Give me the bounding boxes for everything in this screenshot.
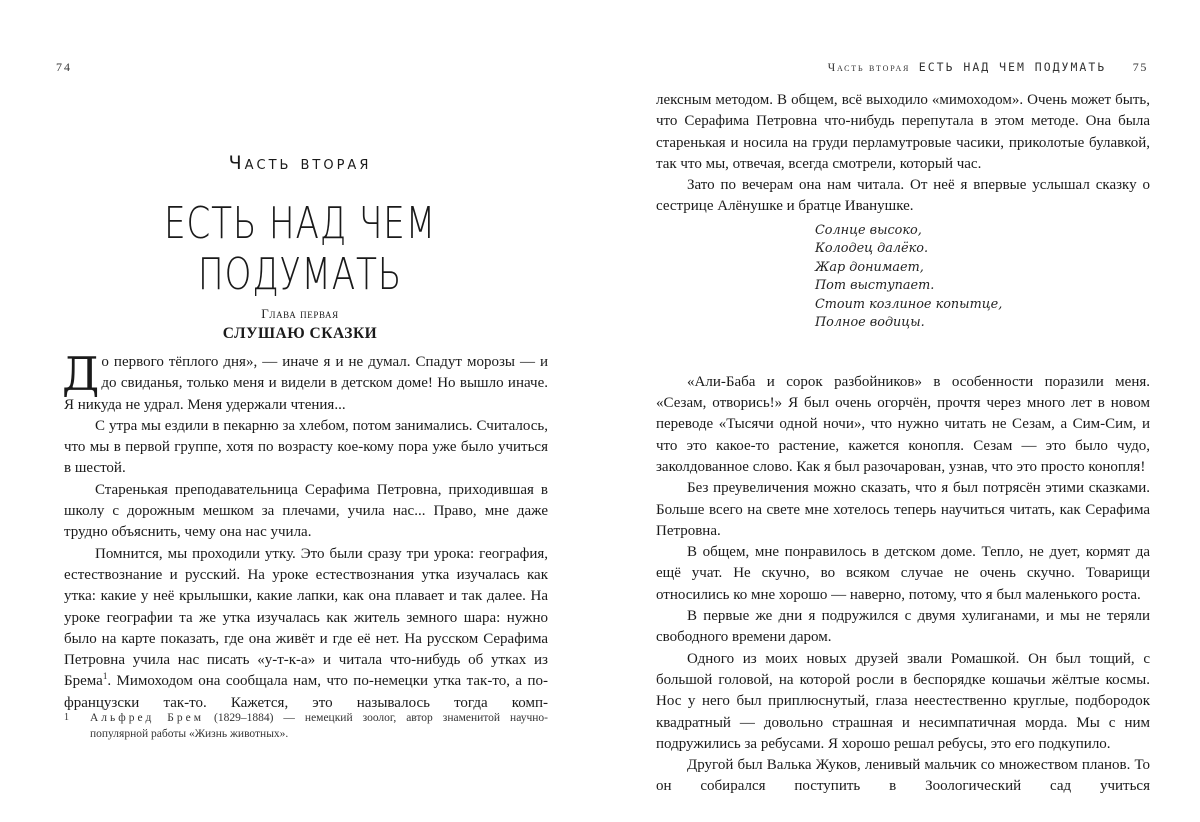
footnote-reference[interactable]: 1 bbox=[102, 671, 108, 682]
paragraph: Помнится, мы проходили утку. Это были сразу три урока: география, естествознание и русский. На уроке естествознания утка изучалась как утка: какие у неё крылышки, какие лапки, как она плавает и так далее. На уроке географии та же утка изучалась как житель земного шара: нужно было на карте показать, где она живёт и где её нет. На русском Серафима Петровна учила нас писать «у-т-к-а» и читала что-нибудь об утках из Брема$^1$. Мимоходом она сообщала нам, что по-немецки утка так-то, а по-французски так-то. Кажется, это называлось тогда комп- bbox=[64, 545, 548, 711]
paragraph: С утра мы ездили в пекарню за хлебом, потом занимались. Считалось, что мы в первой группе, хотя по возрасту кое-кому пора уже было учиться в шестой. bbox=[64, 417, 548, 477]
right-body-text bbox=[656, 90, 1150, 798]
paragraph: Старенькая преподавательница Серафима Петровна, приходившая в школу с дорожным мешком за плечами, учила нас... Право, мне даже трудно объяснить, чему она нас учила. bbox=[64, 481, 548, 541]
poem-line: Солнце высоко, bbox=[815, 223, 922, 238]
footnote-text: Альфред Брем (1829–1884) — немецкий зоолог, автор знаменитой научно-популярной работы «Жизнь животных». bbox=[90, 712, 549, 740]
poem-line: Полное водицы. bbox=[815, 315, 925, 331]
paragraph: До первого тёплого дня», — иначе я и не думал. Спадут морозы — и до свиданья, только меня и видели в детском доме! Но вышло иначе. Я никуда не удрал. Меня удержали чтения... bbox=[62, 347, 548, 413]
drop-cap: Д bbox=[62, 347, 100, 401]
footnote bbox=[64, 710, 548, 742]
poem-line: Стоит козлиное копытце, bbox=[815, 296, 1003, 312]
footnote-mark: 1 bbox=[64, 712, 69, 723]
chapter-title: СЛУШАЮ СКАЗКИ bbox=[222, 325, 378, 342]
paragraph: Другой был Валька Жуков, ленивый мальчик со множеством планов. То он собирался поступить в Зоологический сад учиться bbox=[656, 757, 1150, 795]
paragraph: Зато по вечерам она нам читала. От неё я впервые услышал сказку о сестрице Алёнушке и братце Иванушке. bbox=[656, 177, 1150, 215]
poem-line: Колодец далёко. bbox=[815, 241, 929, 257]
paragraph: В первые же дни я подружился с двумя хулиганами, и мы не теряли свободного времени даром. bbox=[656, 608, 1150, 646]
paragraph: Одного из моих новых друзей звали Ромашкой. Он был тощий, с большой головой, на которой росли в беспорядке кошачьи жёлтые космы. Нос у него был приплюснутый, глаза неестественно круглые, подбородок квадратный — довольно страшная и несимпатичная морда. Мы с ним подружились за ребусами. Я хорошо решал ребусы, это его подкупило. bbox=[656, 650, 1150, 752]
chapter-label: Глава первая bbox=[261, 306, 339, 321]
running-head-title: ЕСТЬ НАД ЧЕМ ПОДУМАТЬ bbox=[918, 60, 1107, 74]
running-head bbox=[828, 60, 1148, 75]
page-number-left: 74 bbox=[56, 60, 72, 74]
part-title: ЕСТЬ НАД ЧЕМ ПОДУМАТЬ bbox=[163, 198, 437, 300]
paragraph: Без преувеличения можно сказать, что я был потрясён этими сказками. Больше всего на свете мне хотелось теперь научиться читать, как Серафима Петровна. bbox=[656, 480, 1150, 539]
paragraph: В общем, мне понравилось в детском доме. Тепло, не дует, кормят да ещё учат. Не скучно, во всяком случае не очень скучно. Товарищи относились ко мне хорошо — наверно, потому, что я был маленького роста. bbox=[656, 544, 1150, 603]
paragraph: «Али-Баба и сорок разбойников» в особенности поразили меня. «Сезам, отворись!» Я был очень огорчён, прочтя через много лет в новом переводе «Тысячи одной ночи», что нужно читать не Сезам, а Сим-Сим, и что это какое-то растение, кажется конопля. Сезам — это было чудо, заколдованное слово. Как я был разочарован, узнав, что это просто конопля! bbox=[656, 373, 1150, 475]
running-head-part: Часть вторая bbox=[827, 62, 911, 74]
poem-line: Жар донимает, bbox=[815, 259, 924, 275]
poem bbox=[815, 222, 1002, 332]
page-number-right: 75 bbox=[1132, 60, 1148, 74]
part-label: Часть вторая bbox=[228, 152, 372, 174]
poem-line: Пот выступает. bbox=[815, 278, 935, 294]
left-body-text bbox=[62, 347, 548, 714]
paragraph: лексным методом. В общем, всё выходило «мимоходом». Очень может быть, что Серафима Петровна что-нибудь перепутала в этом методе. Она была старенькая и носила на груди перламутровые часики, приколотые булавкой, так что мы, отвечая, всегда смотрели, который час. bbox=[656, 92, 1150, 172]
